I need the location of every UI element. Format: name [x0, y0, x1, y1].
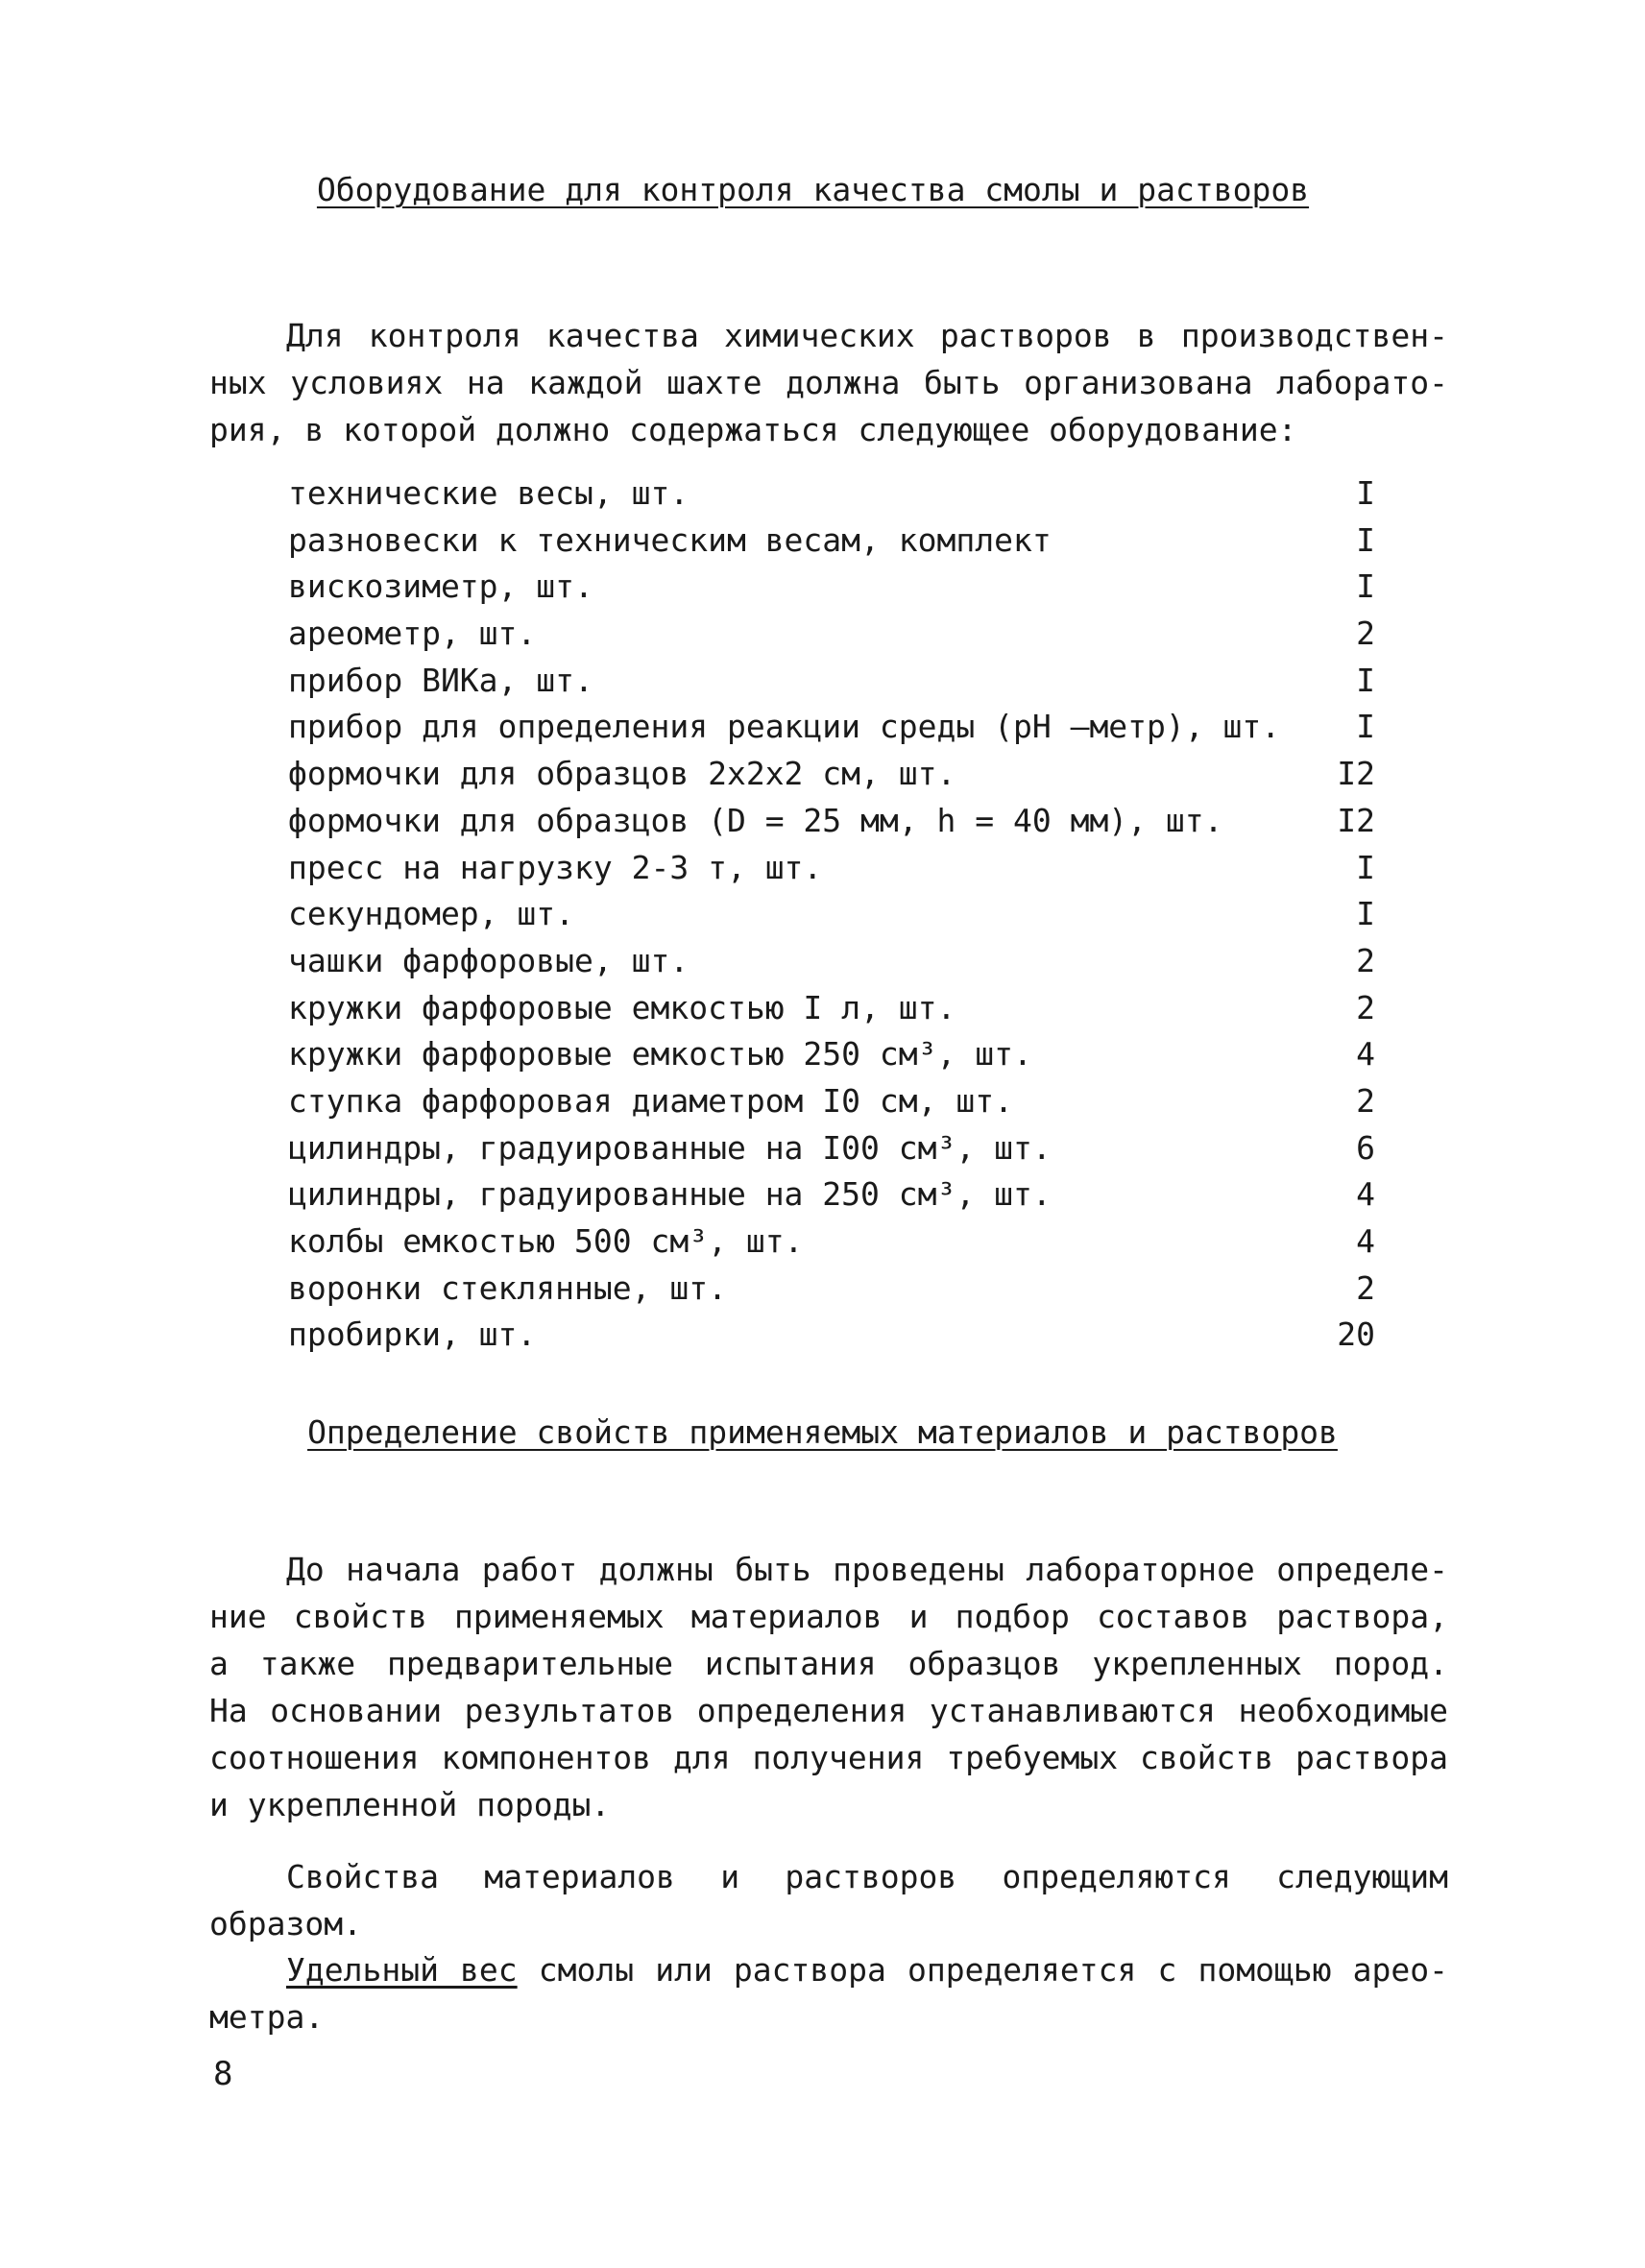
equipment-label: кружки фарфоровые емкостью 250 см³, шт. — [288, 1035, 1032, 1074]
paragraph-line: образом. — [209, 1905, 362, 1942]
paragraph-line: На основании результатов определения устанавливаются необходимые — [209, 1692, 1448, 1729]
equipment-label: чашки фарфоровые, шт. — [288, 941, 689, 979]
equipment-quantity: I — [1356, 520, 1375, 559]
equipment-item — [288, 1266, 1375, 1313]
equipment-item — [288, 564, 1375, 611]
equipment-item — [288, 470, 1375, 518]
equipment-item — [288, 891, 1375, 938]
equipment-item — [288, 1312, 1375, 1359]
paragraph-line: ние свойств применяемых материалов и подбор составов раствора, — [209, 1598, 1448, 1635]
equipment-item — [288, 1031, 1375, 1078]
equipment-quantity: 2 — [1356, 941, 1375, 979]
equipment-quantity: 2 — [1356, 615, 1375, 653]
paragraph-text: смолы или раствора определяется с помощью арео- — [517, 1951, 1448, 1989]
equipment-item — [288, 1171, 1375, 1218]
equipment-quantity: I — [1356, 895, 1375, 933]
equipment-item — [288, 1125, 1375, 1172]
term-specific-gravity: Удельный вес — [286, 1951, 518, 1989]
properties-paragraph — [209, 1853, 1448, 1947]
intro-line: ных условиях на каждой шахте должна быть организована лаборато- — [209, 364, 1448, 401]
equipment-quantity: I — [1356, 474, 1375, 512]
section-heading-properties: Определение свойств применяемых материалов и растворов — [307, 1413, 1338, 1451]
equipment-item — [288, 798, 1375, 845]
equipment-label: прибор для определения реакции среды (pH –метр), шт. — [288, 708, 1281, 746]
equipment-item — [288, 1218, 1375, 1266]
equipment-item — [288, 1078, 1375, 1125]
equipment-quantity: I — [1356, 567, 1375, 606]
equipment-quantity: 2 — [1356, 988, 1375, 1026]
equipment-label: вискозиметр, шт. — [288, 567, 593, 606]
equipment-label: формочки для образцов 2х2х2 см, шт. — [288, 755, 956, 793]
equipment-item — [288, 611, 1375, 658]
equipment-quantity: 4 — [1356, 1035, 1375, 1074]
intro-line: Для контроля качества химических растворов в производствен- — [286, 317, 1448, 354]
paragraph-line: метра. — [209, 1998, 325, 2036]
page-number: 8 — [213, 2055, 233, 2093]
paragraph-line — [209, 1946, 1448, 1993]
equipment-label: формочки для образцов (D = 25 мм, h = 40 мм), шт. — [288, 801, 1223, 839]
equipment-label: кружки фарфоровые емкостью I л, шт. — [288, 988, 956, 1026]
section-heading-equipment: Оборудование для контроля качества смолы и растворов — [316, 171, 1310, 208]
equipment-item — [288, 751, 1375, 798]
equipment-quantity: 4 — [1356, 1222, 1375, 1260]
equipment-label: разновески к техническим весам, комплект — [288, 520, 1052, 559]
equipment-quantity: I — [1356, 708, 1375, 746]
paragraph-line: и укрепленной породы. — [209, 1786, 611, 1823]
equipment-list — [288, 470, 1375, 1359]
equipment-item — [288, 518, 1375, 565]
equipment-quantity: 6 — [1356, 1128, 1375, 1167]
equipment-label: пробирки, шт. — [288, 1315, 537, 1354]
paragraph-line: а также предварительные испытания образцов укрепленных пород. — [209, 1645, 1448, 1682]
paragraph-line: соотношения компонентов для получения требуемых свойств раствора — [209, 1739, 1448, 1776]
equipment-label: воронки стеклянные, шт. — [288, 1268, 727, 1307]
equipment-item — [288, 658, 1375, 705]
equipment-label: технические весы, шт. — [288, 474, 689, 512]
specific-gravity-paragraph — [209, 1946, 1448, 2040]
preparation-paragraph — [209, 1546, 1448, 1828]
equipment-label: прибор ВИКа, шт. — [288, 661, 593, 699]
equipment-label: цилиндры, градуированные на I00 см³, шт. — [288, 1128, 1052, 1167]
paragraph-line: До начала работ должны быть проведены лабораторное определе- — [286, 1551, 1448, 1588]
equipment-label: ступка фарфоровая диаметром I0 см, шт. — [288, 1081, 1013, 1120]
intro-paragraph — [209, 312, 1448, 453]
equipment-quantity: 2 — [1356, 1081, 1375, 1120]
equipment-quantity: I — [1356, 661, 1375, 699]
equipment-quantity: I2 — [1337, 755, 1375, 793]
equipment-quantity: 2 — [1356, 1268, 1375, 1307]
equipment-label: пресс на нагрузку 2-3 т, шт. — [288, 848, 823, 886]
equipment-quantity: I — [1356, 848, 1375, 886]
equipment-quantity: 4 — [1356, 1175, 1375, 1214]
equipment-label: ареометр, шт. — [288, 615, 537, 653]
equipment-quantity: 20 — [1337, 1315, 1375, 1354]
equipment-item — [288, 938, 1375, 985]
equipment-label: цилиндры, градуированные на 250 см³, шт. — [288, 1175, 1052, 1214]
intro-line: рия, в которой должно содержаться следующее оборудование: — [209, 411, 1297, 448]
paragraph-line: Свойства материалов и растворов определяются следующим — [286, 1858, 1448, 1895]
equipment-label: колбы емкостью 500 см³, шт. — [288, 1222, 804, 1260]
equipment-label: секундомер, шт. — [288, 895, 575, 933]
equipment-item — [288, 704, 1375, 751]
equipment-item — [288, 985, 1375, 1032]
equipment-item — [288, 845, 1375, 892]
equipment-quantity: I2 — [1337, 801, 1375, 839]
